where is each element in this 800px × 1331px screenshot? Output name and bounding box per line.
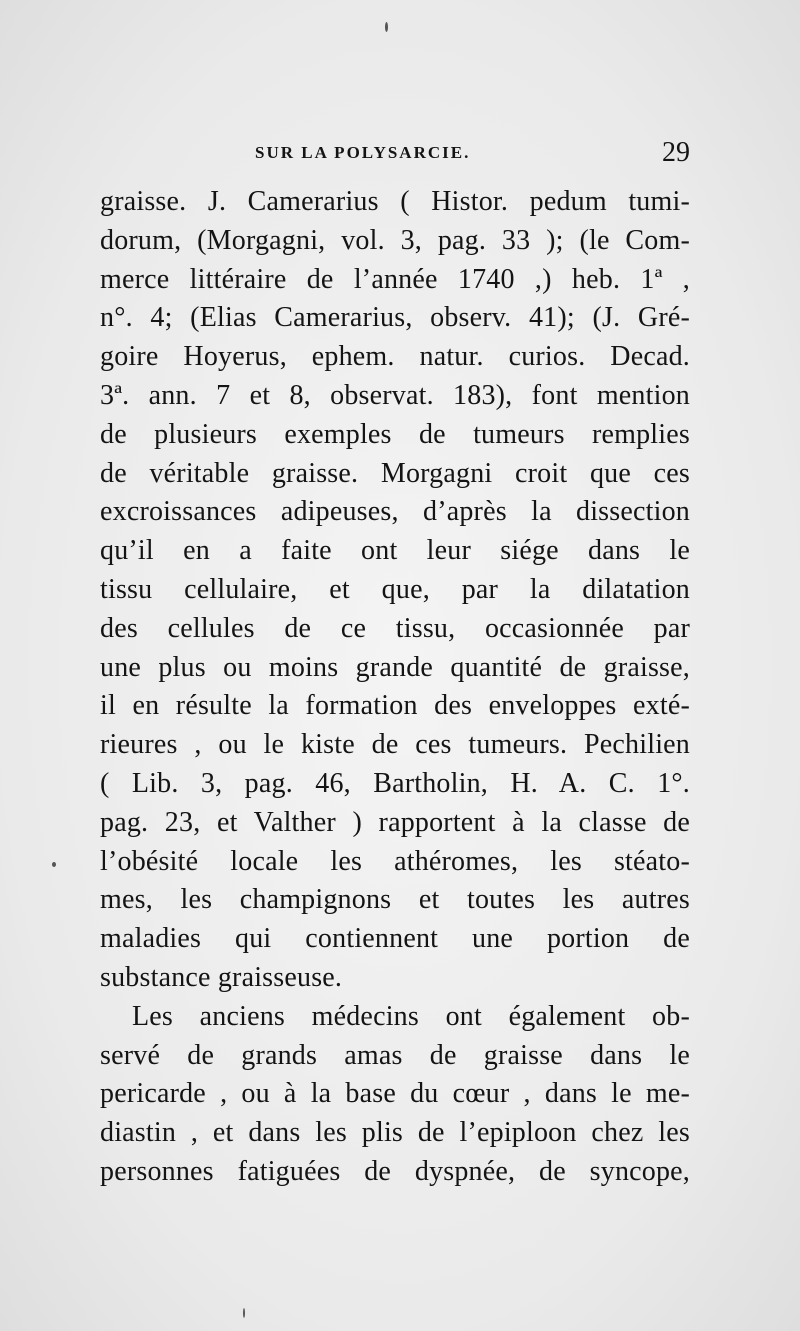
text-line: dorum, (Morgagni, vol. 3, pag. 33 ); (le Com-	[100, 224, 690, 256]
text-line: excroissances adipeuses, d’après la dissection	[100, 496, 690, 528]
text-line: goire Hoyerus, ephem. natur. curios. Decad.	[100, 341, 690, 373]
text-line: pericarde , ou à la base du cœur , dans le me-	[100, 1078, 690, 1110]
text-line: personnes fatiguées de dyspnée, de syncope,	[100, 1155, 690, 1187]
text-line: diastin , et dans les plis de l’epiploon chez les	[100, 1117, 690, 1149]
paragraph-end-line: substance graisseuse.	[100, 961, 343, 993]
page-number: 29	[662, 137, 690, 168]
text-line: servé de grands amas de graisse dans le	[100, 1039, 690, 1071]
paragraph-start-line: Les anciens médecins ont également ob-	[132, 1000, 690, 1032]
running-head: SUR LA POLYSARCIE.	[255, 143, 471, 162]
text-line: des cellules de ce tissu, occasionnée par	[100, 612, 690, 644]
text-line: qu’il en a faite ont leur siége dans le	[100, 535, 690, 567]
text-line: rieures , ou le kiste de ces tumeurs. Pechilien	[100, 729, 690, 761]
text-line: maladies qui contiennent une portion de	[100, 923, 690, 955]
text-line: une plus ou moins grande quantité de graisse,	[100, 651, 690, 683]
page-header	[100, 137, 690, 177]
text-line: de plusieurs exemples de tumeurs remplies	[100, 418, 690, 450]
text-line: ( Lib. 3, pag. 46, Bartholin, H. A. C. 1°.	[100, 767, 690, 799]
text-line: pag. 23, et Valther ) rapportent à la classe de	[100, 806, 690, 838]
ink-speck	[385, 22, 388, 32]
text-line: 3ª. ann. 7 et 8, observat. 183), font mention	[100, 379, 690, 411]
text-line: n°. 4; (Elias Camerarius, observ. 41); (J. Gré-	[100, 302, 690, 334]
ink-speck	[52, 862, 56, 867]
text-line: tissu cellulaire, et que, par la dilatation	[100, 573, 690, 605]
text-line: l’obésité locale les athéromes, les stéato-	[100, 845, 690, 877]
text-line: mes, les champignons et toutes les autres	[100, 884, 690, 916]
text-line: merce littéraire de l’année 1740 ,) heb. 1ª ,	[100, 263, 690, 295]
text-line: de véritable graisse. Morgagni croit que ces	[100, 457, 690, 489]
ink-speck	[243, 1308, 245, 1318]
text-line: il en résulte la formation des enveloppes exté-	[100, 690, 690, 722]
text-line: graisse. J. Camerarius ( Histor. pedum tumi-	[100, 186, 690, 217]
body-text	[100, 183, 690, 1192]
